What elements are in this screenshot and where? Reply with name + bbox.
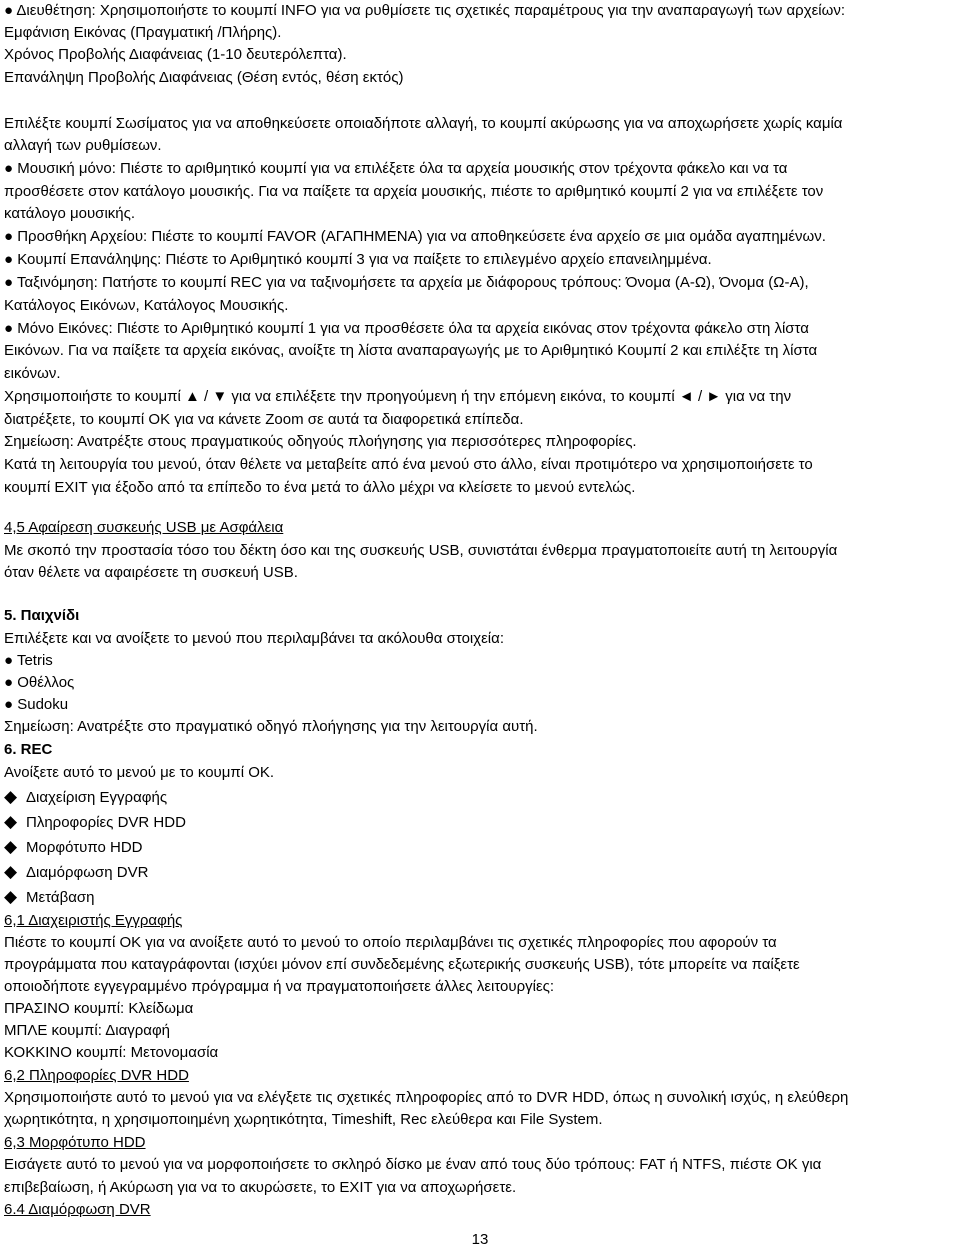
- text-line: Κατάλογος Εικόνων, Κατάλογος Μουσικής.: [4, 297, 289, 314]
- text-line: Χρησιμοποιήστε το κουμπί ▲ / ▼ για να επιλέξετε την προηγούμενη ή την επόμενη εικόνα, το κουμπί ◄ / ► για να την: [4, 388, 792, 405]
- text-line: ● Μουσική μόνο: Πιέστε το αριθμητικό κουμπί για να επιλέξετε όλα τα αρχεία μουσικής στον τρέχοντα φάκελο και να τα: [4, 160, 788, 177]
- list-item: [4, 836, 954, 858]
- diamond-bullet-icon: ◆: [4, 862, 18, 881]
- list-item: ● Sudoku: [4, 696, 69, 713]
- text-line: αλλαγή των ρυθμίσεων.: [4, 137, 162, 154]
- text-line: Με σκοπό την προστασία τόσο του δέκτη όσο και της συσκευής USB, συνιστάται ένθερμα πραγματοποιείτε αυτή τη λειτουργία: [4, 542, 838, 559]
- text-line: επιβεβαίωση, ή Ακύρωση για να το ακυρώσετε, το EXIT για να αποχωρήσετε.: [4, 1179, 517, 1196]
- section-heading: 6,3 Μορφότυπο HDD: [4, 1134, 146, 1151]
- text-line: ΠΡΑΣΙΝΟ κουμπί: Κλείδωμα: [4, 1000, 194, 1017]
- text-line: Σημείωση: Ανατρέξτε στο πραγματικό οδηγό πλοήγησης για την λειτουργία αυτή.: [4, 718, 538, 735]
- list-item-label: Μορφότυπο HDD: [26, 839, 143, 856]
- text-line: ● Κουμπί Επανάληψης: Πιέστε το Αριθμητικό κουμπί 3 για να παίξετε το επιλεγμένο αρχείο επανειλημμένα.: [4, 251, 712, 268]
- text-line: Εισάγετε αυτό το μενού για να μορφοποιήσετε το σκληρό δίσκο με έναν από τους δύο τρόπους: FAT ή NTFS, πιέστε OK για: [4, 1156, 822, 1173]
- text-line: κουμπί EXIT για έξοδο από τα επίπεδο το ένα μετά το άλλο μέχρι να κλείσετε το μενού εντελώς.: [4, 479, 636, 496]
- diamond-bullet-icon: ◆: [4, 837, 18, 856]
- text-line: Εικόνων. Για να παίξετε τα αρχεία εικόνας, ανοίξτε τη λίστα αναπαραγωγής με το Αριθμητικό Κουμπί 2 και επιλέξτε τη λίστα: [4, 342, 818, 359]
- text-line: Επιλέξτε κουμπί Σωσίματος για να αποθηκεύσετε οποιαδήποτε αλλαγή, το κουμπί ακύρωσης για να αποχωρήσετε χωρίς καμία: [4, 115, 843, 132]
- section-heading: 6.4 Διαμόρφωση DVR: [4, 1201, 151, 1218]
- diamond-bullet-icon: ◆: [4, 887, 18, 906]
- text-line: ● Προσθήκη Αρχείου: Πιέστε το κουμπί FAVOR (ΑΓΑΠΗΜΕΝΑ) για να αποθηκεύσετε ένα αρχείο σε μια ομάδα αγαπημένων.: [4, 228, 826, 245]
- list-item: [4, 786, 954, 808]
- list-item: ● Οθέλλος: [4, 674, 75, 691]
- text-line: Πιέστε το κουμπί OK για να ανοίξετε αυτό το μενού το οποίο περιλαμβάνει τις σχετικές πληροφορίες που αφορούν τα: [4, 934, 777, 951]
- page-number: 13: [471, 1231, 489, 1248]
- text-line: ● Ταξινόμηση: Πατήστε το κουμπί REC για να ταξινομήσετε τα αρχεία με διάφορους τρόπους: Όνομα (Α-Ω), Όνομα (Ω-Α),: [4, 274, 809, 291]
- text-line: Ανοίξετε αυτό το μενού με το κουμπί OK.: [4, 764, 275, 781]
- list-item-label: Μετάβαση: [26, 889, 95, 906]
- section-heading: 6. REC: [4, 741, 53, 758]
- text-line: όταν θέλετε να αφαιρέσετε τη συσκευή USB.: [4, 564, 298, 581]
- list-item: ● Tetris: [4, 652, 53, 669]
- text-line: ● Μόνο Εικόνες: Πιέστε το Αριθμητικό κουμπί 1 για να προσθέσετε όλα τα αρχεία εικόνας στον τρέχοντα φάκελο στη λίστα: [4, 320, 809, 337]
- text-line: χωρητικότητα, η χρησιμοποιημένη χωρητικότητα, Timeshift, Rec ελεύθερα και File System.: [4, 1111, 603, 1128]
- list-item: [4, 886, 954, 908]
- text-line: Εμφάνιση Εικόνας (Πραγματική /Πλήρης).: [4, 24, 282, 41]
- text-line: Επιλέξετε και να ανοίξετε το μενού που περιλαμβάνει τα ακόλουθα στοιχεία:: [4, 630, 504, 647]
- section-heading: 6,1 Διαχειριστής Εγγραφής: [4, 912, 183, 929]
- text-line: Επανάληψη Προβολής Διαφάνειας (Θέση εντός, θέση εκτός): [4, 69, 404, 86]
- text-line: ● Διευθέτηση: Χρησιμοποιήστε το κουμπί INFO για να ρυθμίσετε τις σχετικές παραμέτρους για την αναπαραγωγή των αρχείων:: [4, 2, 845, 19]
- text-line: Χρόνος Προβολής Διαφάνειας (1-10 δευτερόλεπτα).: [4, 46, 347, 63]
- text-line: ΚΟΚΚΙΝΟ κουμπί: Μετονομασία: [4, 1044, 219, 1061]
- list-item-label: Πληροφορίες DVR HDD: [26, 814, 186, 831]
- text-line: Κατά τη λειτουργία του μενού, όταν θέλετε να μεταβείτε από ένα μενού στο άλλο, είναι προτιμότερο να χρησιμοποιήσετε το: [4, 456, 813, 473]
- text-line: κατάλογο μουσικής.: [4, 205, 136, 222]
- section-heading: 6,2 Πληροφορίες DVR HDD: [4, 1067, 189, 1084]
- list-item-label: Διαμόρφωση DVR: [26, 864, 149, 881]
- list-item: [4, 811, 954, 833]
- diamond-bullet-icon: ◆: [4, 812, 18, 831]
- text-line: διατρέξετε, το κουμπί OK για να κάνετε Zoom σε αυτά τα διαφορετικά επίπεδα.: [4, 411, 524, 428]
- list-item: [4, 861, 954, 883]
- section-heading: 5. Παιχνίδι: [4, 607, 80, 624]
- text-line: Σημείωση: Ανατρέξτε στους πραγματικούς οδηγούς πλοήγησης για περισσότερες πληροφορίες.: [4, 433, 637, 450]
- text-line: εικόνων.: [4, 365, 61, 382]
- diamond-bullet-icon: ◆: [4, 787, 18, 806]
- text-line: προσθέσετε στον κατάλογο μουσικής. Για να παίξετε τα αρχεία μουσικής, πιέστε το αριθμητικό κουμπί 2 για να επιλέξετε τον: [4, 183, 824, 200]
- text-line: Χρησιμοποιήστε αυτό το μενού για να ελέγξετε τις σχετικές πληροφορίες από το DVR HDD, όπως η συνολική ισχύς, η ελεύθερη: [4, 1089, 849, 1106]
- text-line: ΜΠΛΕ κουμπί: Διαγραφή: [4, 1022, 171, 1039]
- text-line: οποιοδήποτε εγγεγραμμένο πρόγραμμα ή να πραγματοποιήσετε άλλες λειτουργίες:: [4, 978, 555, 995]
- list-item-label: Διαχείριση Εγγραφής: [26, 789, 168, 806]
- text-line: προγράμματα που καταγράφονται (ισχύει μόνον επί συνδεδεμένης εξωτερικής συσκευής USB), τότε μπορείτε να παίξετε: [4, 956, 800, 973]
- section-heading: 4,5 Αφαίρεση συσκευής USB με Ασφάλεια: [4, 519, 284, 536]
